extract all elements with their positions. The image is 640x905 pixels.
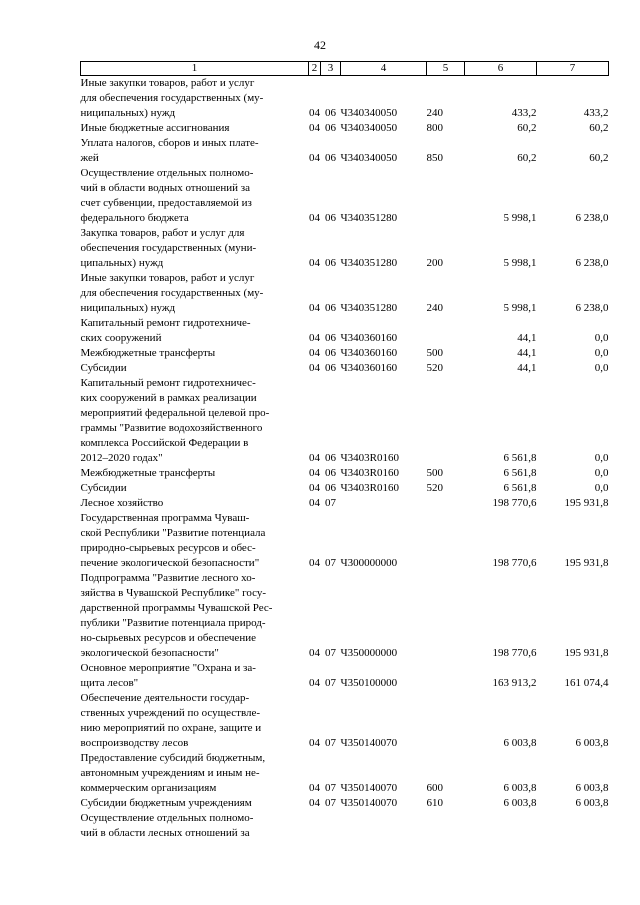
table-row (81, 466, 609, 481)
header-col-7: 7 (537, 62, 609, 76)
row-target-article: Ч340360160 (340, 362, 398, 374)
row-subsection: 07 (325, 797, 336, 809)
row-expense-type: 500 (426, 467, 443, 479)
row-subsection: 07 (325, 737, 336, 749)
table-row (81, 571, 609, 661)
row-section: 04 (309, 797, 320, 809)
row-section: 04 (309, 152, 320, 164)
table-row (81, 796, 609, 811)
row-amount-col6: 5 998,1 (503, 257, 537, 269)
table-row (81, 166, 609, 226)
row-amount-col6: 60,2 (517, 122, 537, 134)
row-expense-type (427, 571, 465, 661)
row-name: Субсидии (80, 482, 127, 494)
row-subsection: 06 (325, 302, 336, 314)
row-name: Субсидии (80, 362, 127, 374)
row-target-article: Ч340340050 (340, 122, 398, 134)
row-amount-col6: 44,1 (517, 362, 537, 374)
header-col-4: 4 (341, 62, 427, 76)
row-amount-col6: 198 770,6 (492, 497, 537, 509)
row-name: Обеспечение деятельности государ- ственных учреждений по осуществле- нию мероприятий по охране, защите и воспроизводству лесов (80, 692, 262, 749)
row-subsection: 06 (325, 467, 336, 479)
row-amount-col7: 0,0 (594, 347, 609, 359)
row-amount-col7: 6 238,0 (575, 302, 609, 314)
row-subsection: 06 (325, 362, 336, 374)
row-name: Основное мероприятие "Охрана и за- щита лесов" (80, 662, 256, 689)
row-section: 04 (309, 122, 320, 134)
row-name: Иные бюджетные ассигнования (80, 122, 230, 134)
table-row (81, 136, 609, 166)
row-amount-col7: 161 074,4 (564, 677, 609, 689)
row-amount-col7: 195 931,8 (564, 497, 609, 509)
row-amount-col6: 6 561,8 (503, 452, 537, 464)
row-amount-col7: 433,2 (583, 107, 609, 119)
table-row (81, 361, 609, 376)
row-name: Предоставление субсидий бюджетным, автономным учреждениям и иным не- коммерческим организациям (80, 752, 266, 794)
row-expense-type: 240 (426, 107, 443, 119)
row-amount-col6: 44,1 (517, 332, 537, 344)
row-subsection: 06 (325, 257, 336, 269)
row-target-article: Ч340351280 (340, 257, 398, 269)
row-amount-col6: 6 003,8 (503, 737, 537, 749)
row-amount-col7: 0,0 (594, 452, 609, 464)
row-amount-col7: 6 238,0 (575, 257, 609, 269)
table-row (81, 511, 609, 571)
row-name: Лесное хозяйство (80, 497, 164, 509)
row-subsection: 07 (325, 497, 336, 509)
row-section: 04 (309, 467, 320, 479)
row-expense-type (427, 811, 465, 841)
row-amount-col6: 163 913,2 (492, 677, 537, 689)
row-target-article: Ч350100000 (340, 677, 398, 689)
row-amount-col7: 6 003,8 (575, 797, 609, 809)
row-expense-type (427, 316, 465, 346)
row-amount-col7: 6 003,8 (575, 782, 609, 794)
row-section: 04 (309, 212, 320, 224)
row-target-article: Ч350140070 (340, 782, 398, 794)
table-row (81, 316, 609, 346)
row-amount-col7: 195 931,8 (564, 647, 609, 659)
row-subsection: 07 (325, 677, 336, 689)
row-name: Капитальный ремонт гидротехничес- ких сооружений в рамках реализации мероприятий федеральной целевой про- граммы "Развитие водохозяйственного комплекса Российской Федерации в 2012–2020 годах" (80, 377, 270, 464)
row-amount-col7: 195 931,8 (564, 557, 609, 569)
row-amount-col6: 6 561,8 (503, 467, 537, 479)
table-row (81, 121, 609, 136)
row-amount-col6: 44,1 (517, 347, 537, 359)
row-expense-type (427, 691, 465, 751)
row-target-article: Ч3403R0160 (340, 452, 399, 464)
table-row (81, 751, 609, 796)
row-name: Уплата налогов, сборов и иных плате- жей (80, 137, 259, 164)
table-row (81, 271, 609, 316)
row-expense-type: 520 (426, 362, 443, 374)
header-col-1: 1 (81, 62, 309, 76)
row-section: 04 (309, 302, 320, 314)
table-row (81, 226, 609, 271)
header-col-5: 5 (427, 62, 465, 76)
row-amount-col7: 0,0 (594, 482, 609, 494)
row-amount-col7: 60,2 (589, 122, 609, 134)
row-target-article (341, 811, 427, 841)
row-subsection: 06 (325, 212, 336, 224)
row-amount-col6: 6 003,8 (503, 797, 537, 809)
row-section: 04 (309, 782, 320, 794)
row-expense-type: 800 (426, 122, 443, 134)
row-section: 04 (309, 107, 320, 119)
row-expense-type: 850 (426, 152, 443, 164)
row-target-article: Ч340340050 (340, 107, 398, 119)
table-row (81, 811, 609, 841)
row-target-article: Ч350140070 (340, 797, 398, 809)
row-target-article: Ч340360160 (340, 347, 398, 359)
table-row (81, 496, 609, 511)
row-subsection: 06 (325, 122, 336, 134)
row-name: Подпрограмма "Развитие лесного хо- зяйства в Чувашской Республике" госу- дарственной программы Чувашской Рес- публики "Развитие потенциала природ- но-сырьевых ресурсов и обеспечение экологической безопасности" (80, 572, 273, 659)
row-name: Государственная программа Чуваш- ской Республики "Развитие потенциала природно-сырьевых ресурсов и обес- печение экологической безопасности" (80, 512, 266, 569)
row-amount-col7: 0,0 (594, 467, 609, 479)
header-col-3: 3 (321, 62, 341, 76)
row-expense-type: 500 (426, 347, 443, 359)
row-amount-col7 (537, 811, 609, 841)
row-expense-type: 600 (426, 782, 443, 794)
row-section: 04 (309, 557, 320, 569)
row-section: 04 (309, 347, 320, 359)
row-expense-type: 200 (426, 257, 443, 269)
row-subsection: 07 (325, 782, 336, 794)
row-amount-col7: 0,0 (594, 332, 609, 344)
table-row (81, 376, 609, 466)
row-expense-type: 520 (426, 482, 443, 494)
row-target-article: Ч3403R0160 (340, 467, 399, 479)
row-amount-col7: 60,2 (589, 152, 609, 164)
row-amount-col7: 0,0 (594, 362, 609, 374)
row-name: Субсидии бюджетным учреждениям (80, 797, 252, 809)
row-section: 04 (309, 452, 320, 464)
row-name: Капитальный ремонт гидротехниче- ских сооружений (80, 317, 251, 344)
row-amount-col6: 198 770,6 (492, 647, 537, 659)
row-name: Межбюджетные трансферты (80, 467, 216, 479)
row-target-article: Ч350000000 (340, 647, 398, 659)
row-subsection: 06 (325, 152, 336, 164)
row-expense-type: 610 (426, 797, 443, 809)
table-row (81, 661, 609, 691)
row-section: 04 (309, 647, 320, 659)
row-subsection: 06 (325, 482, 336, 494)
row-section: 04 (309, 257, 320, 269)
table-row (81, 481, 609, 496)
table-row (81, 691, 609, 751)
row-subsection: 06 (325, 332, 336, 344)
row-section: 04 (309, 362, 320, 374)
row-expense-type (427, 496, 465, 511)
row-amount-col6: 5 998,1 (503, 212, 537, 224)
row-expense-type (427, 661, 465, 691)
row-target-article: Ч350140070 (340, 737, 398, 749)
row-amount-col6: 5 998,1 (503, 302, 537, 314)
row-target-article: Ч340351280 (340, 302, 398, 314)
row-amount-col7: 6 238,0 (575, 212, 609, 224)
row-section: 04 (309, 482, 320, 494)
row-name: Иные закупки товаров, работ и услуг для обеспечения государственных (му- ниципальных) нужд (80, 77, 264, 119)
row-expense-type (427, 376, 465, 466)
budget-table (80, 61, 609, 841)
row-name: Закупка товаров, работ и услуг для обеспечения государственных (муни- ципальных) нужд (80, 227, 257, 269)
header-row (81, 62, 609, 76)
row-target-article: Ч340351280 (340, 212, 398, 224)
row-target-article (341, 496, 427, 511)
row-name: Иные закупки товаров, работ и услуг для обеспечения государственных (му- ниципальных) нужд (80, 272, 264, 314)
row-section: 04 (309, 332, 320, 344)
table-row (81, 346, 609, 361)
row-section (309, 811, 321, 841)
row-section: 04 (309, 677, 320, 689)
row-amount-col6: 433,2 (511, 107, 537, 119)
row-subsection (321, 811, 341, 841)
row-subsection: 06 (325, 107, 336, 119)
row-subsection: 06 (325, 347, 336, 359)
row-amount-col6: 198 770,6 (492, 557, 537, 569)
row-name: Осуществление отдельных полномо- чий в области лесных отношений за (80, 812, 254, 839)
row-amount-col6 (465, 811, 537, 841)
row-section: 04 (309, 497, 320, 509)
header-col-2: 2 (309, 62, 321, 76)
row-expense-type (427, 511, 465, 571)
header-col-6: 6 (465, 62, 537, 76)
table-body (81, 76, 609, 842)
row-amount-col6: 6 561,8 (503, 482, 537, 494)
row-amount-col6: 60,2 (517, 152, 537, 164)
page-number: 42 (314, 38, 326, 52)
row-subsection: 07 (325, 557, 336, 569)
row-amount-col7: 6 003,8 (575, 737, 609, 749)
row-target-article: Ч300000000 (340, 557, 398, 569)
row-target-article: Ч340360160 (340, 332, 398, 344)
row-subsection: 07 (325, 647, 336, 659)
table-row (81, 76, 609, 122)
row-target-article: Ч3403R0160 (340, 482, 399, 494)
row-name: Осуществление отдельных полномо- чий в области водных отношений за счет субвенции, предоставляемой из федерального бюджета (80, 167, 254, 224)
row-subsection: 06 (325, 452, 336, 464)
row-expense-type: 240 (426, 302, 443, 314)
row-name: Межбюджетные трансферты (80, 347, 216, 359)
row-target-article: Ч340340050 (340, 152, 398, 164)
row-expense-type (427, 166, 465, 226)
row-amount-col6: 6 003,8 (503, 782, 537, 794)
row-section: 04 (309, 737, 320, 749)
